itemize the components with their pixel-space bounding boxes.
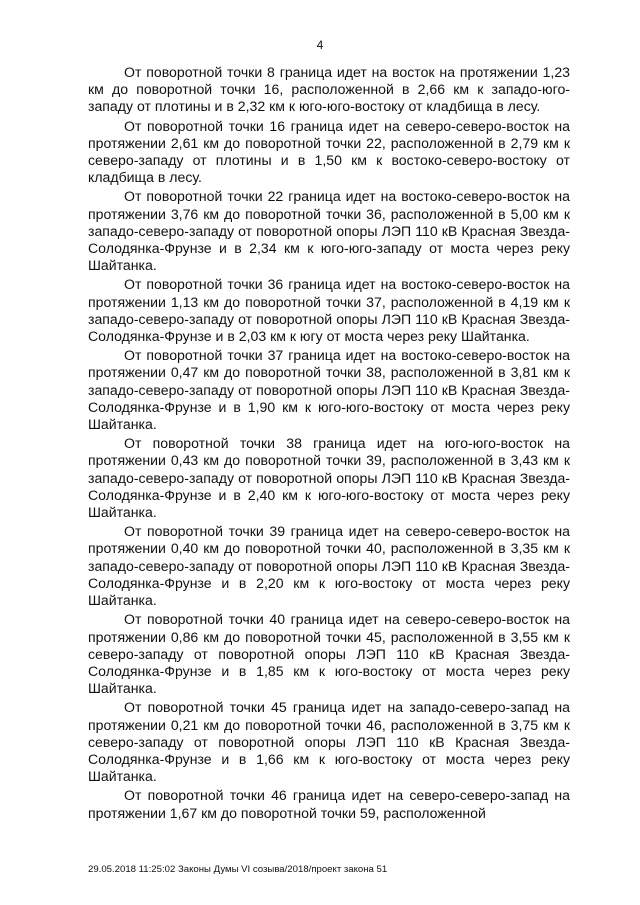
paragraph: От поворотной точки 38 граница идет на юго-юго-восток на протяжении 0,43 км до поворотной точки 39, расположенной в 3,43 км к западо-северо-западу от поворотной опоры ЛЭП 110 кВ Красная Звезда-Солодянка-Фрунзе и в 2,40 км к юго-юго-востоку от моста через реку Шайтанка. (88, 435, 570, 521)
page-number: 4 (316, 38, 324, 52)
document-body (88, 64, 570, 824)
paragraph: От поворотной точки 45 граница идет на западо-северо-запад на протяжении 0,21 км до поворотной точки 46, расположенной в 3,75 км к северо-западу от поворотной опоры ЛЭП 110 кВ Красная Звезда-Солодянка-Фрунзе и в 1,66 км к юго-востоку от моста через реку Шайтанка. (88, 699, 570, 785)
paragraph: От поворотной точки 16 граница идет на северо-северо-восток на протяжении 2,61 км до поворотной точки 22, расположенной в 2,79 км к северо-западу от плотины и в 1,50 км к востоко-северо-востоку от кладбища в лесу. (88, 117, 570, 186)
paragraph: От поворотной точки 46 граница идет на северо-северо-запад на протяжении 1,67 км до поворотной точки 59, расположенной (88, 787, 570, 821)
paragraph: От поворотной точки 36 граница идет на востоко-северо-восток на протяжении 1,13 км до поворотной точки 37, расположенной в 4,19 км к западо-северо-западу от поворотной опоры ЛЭП 110 кВ Красная Звезда-Солодянка-Фрунзе и в 2,03 км к югу от моста через реку Шайтанка. (88, 276, 570, 345)
paragraph: От поворотной точки 22 граница идет на востоко-северо-восток на протяжении 3,76 км до поворотной точки 36, расположенной в 5,00 км к западо-северо-западу от поворотной опоры ЛЭП 110 кВ Красная Звезда-Солодянка-Фрунзе и в 2,34 км к юго-юго-западу от моста через реку Шайтанка. (88, 188, 570, 274)
document-footer: 29.05.2018 11:25:02 Законы Думы VI созыва/2018/проект закона 51 (88, 864, 388, 875)
paragraph: От поворотной точки 37 граница идет на востоко-северо-восток на протяжении 0,47 км до поворотной точки 38, расположенной в 3,81 км к западо-северо-западу от поворотной опоры ЛЭП 110 кВ Красная Звезда-Солодянка-Фрунзе и в 1,90 км к юго-юго-востоку от моста через реку Шайтанка. (88, 347, 570, 433)
paragraph: От поворотной точки 40 граница идет на северо-северо-восток на протяжении 0,86 км до поворотной точки 45, расположенной в 3,55 км к северо-западу от поворотной опоры ЛЭП 110 кВ Красная Звезда-Солодянка-Фрунзе и в 1,85 км к юго-востоку от моста через реку Шайтанка. (88, 611, 570, 697)
paragraph: От поворотной точки 8 граница идет на восток на протяжении 1,23 км до поворотной точки 16, расположенной в 2,66 км к западо-юго-западу от плотины и в 2,32 км к юго-юго-востоку от кладбища в лесу. (88, 64, 570, 115)
paragraph: От поворотной точки 39 граница идет на северо-северо-восток на протяжении 0,40 км до поворотной точки 40, расположенной в 3,35 км к западо-северо-западу от поворотной опоры ЛЭП 110 кВ Красная Звезда-Солодянка-Фрунзе и в 2,20 км к юго-востоку от моста через реку Шайтанка. (88, 523, 570, 609)
